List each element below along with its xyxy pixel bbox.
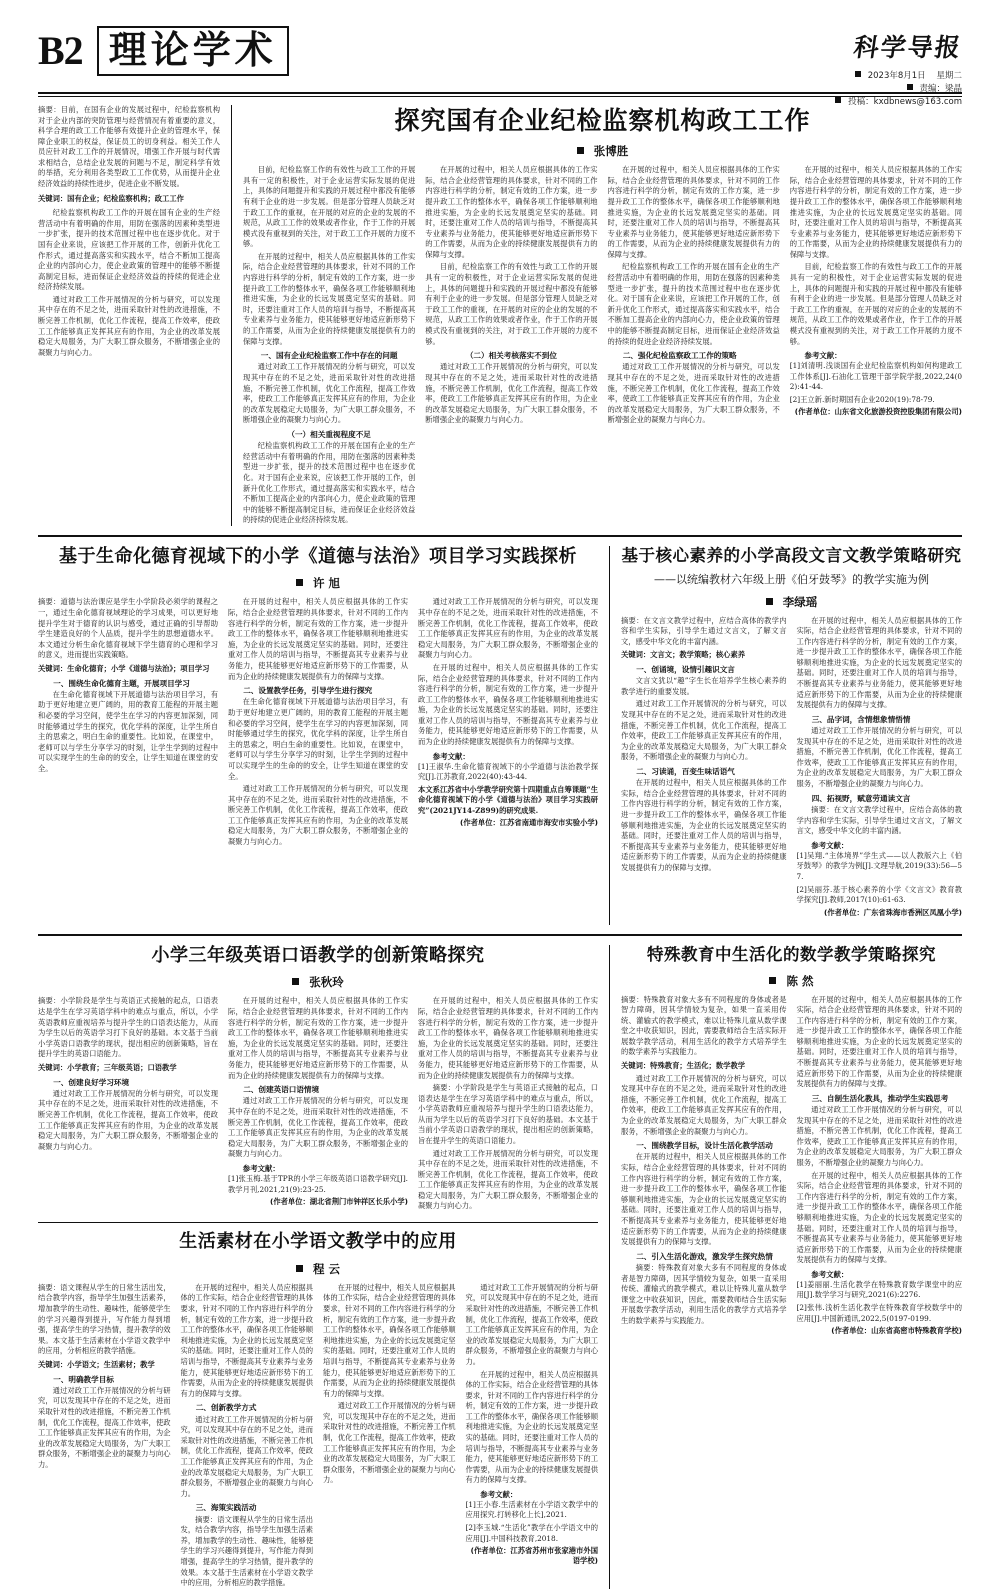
article-1-c2-p3: 通过对政工工作开展情况的分析与研究，可以发现其中存在的不足之处，进而采取针对性的改进措施，不断完善工作机制，优化工作流程，提高工作效率，使政工工作能够真正发挥其应有的作用，为企业的改革发展稳定大局服务，为广大职工群众服务，不断增强企业的凝聚力与向心力。 — [425, 362, 598, 425]
divider-1 — [38, 535, 962, 537]
article-1-c3-p3: 通过对政工工作开展情况的分析与研究，可以发现其中存在的不足之处，进而采取针对性的改进措施，不断完善工作机制，优化工作流程，提高工作效率，使政工工作能够真正发挥其应有的作用，为企业的改革发展稳定大局服务，为广大职工群众服务，不断增强企业的凝聚力与向心力。 — [607, 362, 780, 425]
article-1-c2-heading: （二）相关考核落实不到位 — [465, 351, 557, 361]
article-3-refs-title: 参考文献： — [811, 840, 849, 850]
article-1-ref-2: [2]王立新.新时期国有企业2020(19):78-79. — [789, 394, 935, 404]
article-1-c2-p1: 在开展的过程中，相关人员应根据具体的工作实际，结合企业经营管理的具体要求，针对不同的工作内容进行科学的分析，制定有效的工作方案，进一步提升政工工作的整体水平，确保各项工作能够顺利地推进实施，为企业的长远发展奠定坚实的基础。同时，还要注重对工作人员的培训与指导，不断提高其专业素养与业务能力，使其能够更好地适应新形势下的工作需要，从而为企业的持续健康发展提供有力的保障与支撑。 — [425, 165, 598, 259]
article-4-refs-title: 参考文献： — [242, 1163, 280, 1173]
article-3-c2-p3: 摘要：在文言文教学过程中，应结合高体的教学内容和学生实际，引导学生通过文言文，了解文言文，感受中华文化的丰富内涵。 — [796, 805, 962, 836]
article-4-columns — [38, 996, 598, 1214]
article-2-heading-1: 一、围绕生命化德育主题，开展项目学习 — [53, 678, 190, 688]
masthead — [38, 26, 964, 107]
masthead-right — [835, 28, 962, 108]
article-6-c1-p3: 摘要：特殊教育对象大多有不同程度的身体或者是智力障碍，因其学情较为复杂，如果一直采用传统、灌输式的教学模式，难以让特殊儿童从数学课堂之中收获知识，因此，需要教师结合生活实际开展数学教学活动，利用生活化的教学方式培养学生的数学素养与实践能力。 — [621, 1263, 787, 1325]
article-3-heading-1: 一、创诵境，设情引趣识文言 — [636, 664, 735, 674]
article-3-c2-p2: 通过对政工工作开展情况的分析与研究，可以发现其中存在的不足之处，进而采取针对性的改进措施，不断完善工作机制，优化工作流程，提高工作效率，使政工工作能够真正发挥其应有的作用，为企业的改革发展稳定大局服务，为广大职工群众服务，不断增强企业的凝聚力与向心力。 — [796, 726, 962, 789]
article-4-ref-1: [1]张玉梅.基于TPR的小学三年级英语口语教学研究[J].教学月刊,2021,21(9):23-25. — [228, 1173, 408, 1194]
article-2-refs-title: 参考文献： — [432, 751, 470, 761]
square-bullet-icon — [296, 579, 303, 586]
masthead-rule — [38, 92, 962, 94]
article-2-ref-1: [1]王淑华.生命化德育视域下的小学道德与法治教学探究[J].江苏教育,2022(40):43-44. — [418, 761, 598, 782]
square-bullet-icon — [907, 84, 913, 90]
article-6-abstract: 摘要：特殊教育对象大多有不同程度的身体或者是智力障碍，因其学情较为复杂，如果一直采用传统、灌输式的教学模式，难以让特殊儿童从数学课堂之中收获知识，因此，需要教师结合生活实际开展数学教学活动，利用生活化的教学方式培养学生的数学素养与实践能力。 — [621, 994, 787, 1057]
article-1-abstract: 摘要：目前，在国有企业的发展过程中，纪检监察机构对于企业内部的突防管理与经营情况有着重要的意义，科学合理的政工工作能够有效提升企业的管理水平，保障企业职工的权益，保证员工的切身利益。相关工作人员应针对政工工作的开展情况，增强工作开展与时代需求相结合，总结企业发展的问题与不足，制定科学有效的举措，充分利用各类型政工工作优势，从而提升企业经济效益的持续性进步，促进企业不断发展。 — [38, 105, 220, 189]
article-2-fund-note: 本文系江苏省中小学教学研究第十四期重点自筹课题“生命化德育视域下的小学《道德与法治》项目学习实践研究”(2021JY14-Z899)的研究成果. — [418, 784, 598, 815]
article-4-c2-p1: 在开展的过程中，相关人员应根据具体的工作实际，结合企业经营管理的具体要求，针对不同的工作内容进行科学的分析，制定有效的工作方案，进一步提升政工工作的整体水平，确保各项工作能够顺利地推进实施，为企业的长远发展奠定坚实的基础。同时，还要注重对工作人员的培训与指导，不断提高其专业素养与业务能力，使其能够更好地适应新形势下的工作需要，从而为企业的持续健康发展提供有力的保障与支撑。 — [228, 996, 408, 1080]
article-3-keywords: 关键词：文言文；教学策略；核心素养 — [621, 650, 746, 660]
article-3-ref-2: [2]吴丽芬.基于核心素养的小学《文言文》教育教学探究[J].教师,2017(10):61-63. — [796, 884, 962, 905]
article-5 — [38, 1231, 598, 1588]
article-5-title: 生活素材在小学语文教学中的应用 — [179, 1231, 457, 1253]
section-title: 理论学术 — [97, 26, 289, 76]
article-1-c1-p2: 在开展的过程中，相关人员应根据具体的工作实际，结合企业经营管理的具体要求，针对不同的工作内容进行科学的分析，制定有效的工作方案，进一步提升政工工作的整体水平，确保各项工作能够顺利地推进实施，为企业的长远发展奠定坚实的基础。同时，还要注重对工作人员的培训与指导，不断提高其专业素养与业务能力，使其能够更好地适应新形势下的工作需要，从而为企业的持续健康发展提供有力的保障与支撑。 — [243, 251, 416, 346]
article-3-c1-p2: 通过对政工工作开展情况的分析与研究，可以发现其中存在的不足之处，进而采取针对性的改进措施，不断完善工作机制，优化工作流程，提高工作效率，使政工工作能够真正发挥其应有的作用，为企业的改革发展稳定大局服务，为广大职工群众服务，不断增强企业的凝聚力与向心力。 — [621, 699, 787, 762]
divider-3 — [38, 1222, 598, 1223]
article-1-columns — [243, 165, 962, 526]
article-1-keywords: 关键词：国有企业；纪检监察机构；政工工作 — [38, 193, 184, 203]
article-6-byline — [621, 973, 962, 989]
article-5-abstract: 摘要：语文课程从学生的日常生活出发，结合教学内容，指导学生加强生活素养，增加教学的生动性、趣味性，能够使学生的学习兴趣得到提升，写作能力得到增强，提高学生的学习热情，提升教学的效果。本文基于生活素材在小学语文教学中的应用，分析相应的教学措施。 — [38, 1282, 171, 1356]
article-1-para-filler: 通过对政工工作开展情况的分析与研究，可以发现其中存在的不足之处，进而采取针对性的改进措施，不断完善工作机制，优化工作流程，提高工作效率，使政工工作能够真正发挥其应有的作用，为企业的改革发展稳定大局服务，为广大职工群众服务，不断增强企业的凝聚力与向心力。 — [38, 294, 220, 357]
article-6-c1-p2: 在开展的过程中，相关人员应根据具体的工作实际，结合企业经营管理的具体要求，针对不同的工作内容进行科学的分析，制定有效的工作方案，进一步提升政工工作的整体水平，确保各项工作能够顺利地推进实施，为企业的长远发展奠定坚实的基础。同时，还要注重对工作人员的培训与指导，不断提高其专业素养与业务能力，使其能够更好地适应新形势下的工作需要，从而为企业的持续健康发展提供有力的保障与支撑。 — [621, 1152, 787, 1247]
article-2 — [38, 546, 609, 925]
article-5-col-3 — [323, 1283, 456, 1589]
article-5-author: 程 云 — [313, 1261, 341, 1276]
article-3-abstract: 摘要：在文言文教学过程中，应结合高体的教学内容和学生实际，引导学生通过文言文，了解文言文，感受中华文化的丰富内涵。 — [621, 615, 787, 646]
article-1-c1-p1: 目前，纪检监察工作的有效性与政工工作的开展具有一定的积极性，对于企业运营实际发展的促进上，具体的问题提升和实践的开展过程中都没有能够有利于企业的进一步发展。但是部分管理人员缺乏对于政工工作的重视，在开展的对应的企业的发展的不规范，从政工工作的效果或者作业，作于工作的开展模式没有重视到的关注，对于政工工作开展的力度不够。 — [243, 165, 416, 249]
article-5-heading-3: 三、海策实践活动 — [195, 1503, 257, 1513]
square-bullet-icon — [769, 977, 776, 984]
article-3-c1-p1: 文言文犹以“趣”字生长在培养学生核心素养的教学进行的重要发展。 — [621, 676, 787, 696]
article-5-c4-p1: 通过对政工工作开展情况的分析与研究，可以发现其中存在的不足之处，进而采取针对性的改进措施，不断完善工作机制，优化工作流程，提高工作效率，使政工工作能够真正发挥其应有的作用，为企业的改革发展稳定大局服务，为广大职工群众服务，不断增强企业的凝聚力与向心力。 — [465, 1282, 598, 1366]
article-4-affiliation: (作者单位：湖北省荆门市钟祥区长乐小学) — [269, 1197, 408, 1207]
article-1-ref-1: [1]刘清明.浅谈国有企业纪检监察机构如何构建政工工作体系[J].石油化工管理干部学院学报,2022,24(02):41-44. — [789, 361, 962, 392]
article-6-col-1 — [621, 995, 787, 1344]
article-6-heading-2: 二、引入生活化游戏，激发学生探究热情 — [636, 1251, 773, 1261]
article-1-title: 探究国有企业纪检监察机构政工工作 — [394, 106, 811, 135]
article-3-col-1 — [621, 616, 787, 925]
article-5-affiliation: (作者单位：江苏省苏州市张家港市外国语学校) — [470, 1546, 598, 1566]
article-6-refs-title: 参考文献： — [811, 1269, 849, 1279]
article-1-col-4 — [790, 165, 962, 526]
article-1-abstract-col — [38, 105, 231, 526]
square-bullet-icon — [766, 598, 773, 605]
article-2-col-3 — [418, 597, 598, 847]
article-3-subtitle: ——以统编教材六年级上册《伯牙鼓琴》的教学实施为例 — [654, 572, 929, 586]
article-2-title: 基于生命化德育视域下的小学《道德与法治》项目学习实践探析 — [59, 545, 577, 567]
article-5-c1-p1: 通过对政工工作开展情况的分析与研究，可以发现其中存在的不足之处，进而采取针对性的改进措施，不断完善工作机制，优化工作流程，提高工作效率，使政工工作能够真正发挥其应有的作用，为企业的改革发展稳定大局服务，为广大职工群众服务，不断增强企业的凝聚力与向心力。 — [38, 1385, 171, 1469]
article-4-heading-2: 二、创建英语口语情境 — [243, 1085, 320, 1095]
article-5-col-4 — [466, 1283, 599, 1589]
page-number: B2 — [38, 27, 83, 73]
article-4-col-3 — [418, 996, 598, 1214]
article-4-keywords: 关键词：小学教育；三年级英语；口语教学 — [38, 1062, 177, 1072]
article-5-ref-2: [2]李玉城.“生活化”教学在小学语文中的应用[J].中国科技教育,2018. — [465, 1523, 598, 1543]
article-5-col-2 — [181, 1283, 314, 1589]
article-4-c3-p2: 摘要：小学阶段是学生与英语正式接触的起点，口语表达是学生在学习英语学科中的难点与重点，所以，小学英语教师应重视培养与提升学生的口语表达能力，从而为学生以后的英语学习打下良好的基础。本文基于当前小学英语口语教学的现状，提出相应的创新策略，旨在提升学生的英语口语能力。 — [418, 1083, 598, 1145]
article-1-c1-heading-2: （一）相关重视程度不足 — [287, 429, 371, 439]
newspaper-brand: 科学导报 — [851, 33, 964, 62]
article-6-keywords: 关键词：特殊教育；生活化；数学教学 — [621, 1061, 746, 1071]
article-5-c2-p2: 通过对政工工作开展情况的分析与研究，可以发现其中存在的不足之处，进而采取针对性的改进措施，不断完善工作机制，优化工作流程，提高工作效率，使政工工作能够真正发挥其应有的作用，为企业的改革发展稳定大局服务，为广大职工群众服务，不断增强企业的凝聚力与向心力。 — [180, 1414, 313, 1498]
article-3-columns — [621, 616, 962, 925]
article-6-author: 陈 然 — [786, 973, 814, 988]
article-5-heading-1: 一、明确教学目标 — [53, 1374, 114, 1384]
article-6-ref-1: [1]姜丽丽.生活化教学在特殊教育数学课堂中的应用[J].数学学习与研究,2021(6):2276. — [796, 1279, 962, 1300]
article-3-heading-3: 三、品字词，含情想象情悟情 — [811, 714, 911, 724]
article-4-c3-p1: 在开展的过程中，相关人员应根据具体的工作实际，结合企业经营管理的具体要求，针对不同的工作内容进行科学的分析，制定有效的工作方案，进一步提升政工工作的整体水平，确保各项工作能够顺利地推进实施，为企业的长远发展奠定坚实的基础。同时，还要注重对工作人员的培训与指导，不断提高其专业素养与业务能力，使其能够更好地适应新形势下的工作需要，从而为企业的持续健康发展提供有力的保障与支撑。 — [418, 996, 598, 1080]
article-5-ref-1: [1]王小春.生活素材在小学语文教学中的应用探究.打转移化上长],2021. — [465, 1499, 598, 1520]
article-6-c2-p1: 在开展的过程中，相关人员应根据具体的工作实际，结合企业经营管理的具体要求，针对不同的工作内容进行科学的分析，制定有效的工作方案，进一步提升政工工作的整体水平，确保各项工作能够顺利地推进实施，为企业的长远发展奠定坚实的基础。同时，还要注重对工作人员的培训与指导，不断提高其专业素养与业务能力，使其能够更好地适应新形势下的工作需要，从而为企业的持续健康发展提供有力的保障与支撑。 — [796, 994, 962, 1089]
article-1-c1-p3: 通过对政工工作开展情况的分析与研究，可以发现其中存在的不足之处，进而采取针对性的改进措施，不断完善工作机制，优化工作流程，提高工作效率，使政工工作能够真正发挥其应有的作用，为企业的改革发展稳定大局服务，为广大职工群众服务，不断增强企业的凝聚力与向心力。 — [243, 362, 416, 425]
square-bullet-icon — [577, 147, 584, 154]
article-6-col-2 — [797, 995, 963, 1344]
article-6 — [609, 945, 962, 1589]
article-4-abstract: 摘要：小学阶段是学生与英语正式接触的起点，口语表达是学生在学习英语学科中的难点与重点，所以，小学英语教师应重视培养与提升学生的口语表达能力，从而为学生以后的英语学习打下良好的基础。本文基于当前小学英语口语教学的现状，提出相应的创新策略，旨在提升学生的英语口语能力。 — [38, 996, 218, 1059]
article-1-author: 张博胜 — [593, 144, 629, 159]
article-4-title: 小学三年级英语口语教学的创新策略探究 — [151, 944, 485, 966]
article-6-ref-2: [2]张伟.浅析生活化教学在特殊教育学校数学中的应用[J].中国新通讯,2022,5(0197-0199. — [796, 1303, 962, 1323]
article-5-heading-2: 二、创新教学方式 — [195, 1403, 257, 1413]
article-1-c4-p1: 在开展的过程中，相关人员应根据具体的工作实际，结合企业经营管理的具体要求，针对不同的工作内容进行科学的分析，制定有效的工作方案，进一步提升政工工作的整体水平，确保各项工作能够顺利地推进实施，为企业的长远发展奠定坚实的基础。同时，还要注重对工作人员的培训与指导，不断提高其专业素养与业务能力，使其能够更好地适应新形势下的工作需要，从而为企业的持续健康发展提供有力的保障与支撑。 — [789, 165, 962, 259]
article-2-col-1 — [38, 597, 218, 847]
article-2-col-2 — [228, 597, 408, 847]
divider-2 — [38, 934, 962, 936]
article-1-c3-p1: 在开展的过程中，相关人员应根据具体的工作实际，结合企业经营管理的具体要求，针对不同的工作内容进行科学的分析，制定有效的工作方案，进一步提升政工工作的整体水平，确保各项工作能够顺利地推进实施，为企业的长远发展奠定坚实的基础。同时，还要注重对工作人员的培训与指导，不断提高其专业素养与业务能力，使其能够更好地适应新形势下的工作需要，从而为企业的持续健康发展提供有力的保障与支撑。 — [607, 165, 780, 259]
masthead-date-row — [835, 70, 962, 83]
masthead-left — [38, 26, 962, 76]
submission-email: 投稿：kxdbnews@163.com — [848, 96, 962, 107]
article-6-title: 特殊教育中生活化的数学教学策略探究 — [647, 944, 936, 964]
article-1-col-2 — [425, 165, 597, 526]
editor-name: 责编：梁晶 — [919, 83, 962, 94]
article-6-columns — [621, 995, 962, 1344]
article-1-affiliation: (作者单位：山东省文化旅游投资控股集团有限公司) — [794, 407, 962, 417]
left-stack — [38, 945, 609, 1589]
article-2-columns — [38, 597, 598, 847]
article-1 — [38, 105, 962, 526]
article-6-c2-p2: 通过对政工工作开展情况的分析与研究，可以发现其中存在的不足之处，进而采取针对性的改进措施，不断完善工作机制，优化工作流程，提高工作效率，使政工工作能够真正发挥其应有的作用，为企业的改革发展稳定大局服务，为广大职工群众服务，不断增强企业的凝聚力与向心力。 — [796, 1105, 962, 1168]
article-6-c1-p1: 通过对政工工作开展情况的分析与研究，可以发现其中存在的不足之处，进而采取针对性的改进措施，不断完善工作机制，优化工作流程，提高工作效率，使政工工作能够真正发挥其应有的作用，为企业的改革发展稳定大局服务，为广大职工群众服务，不断增强企业的凝聚力与向心力。 — [621, 1073, 787, 1136]
masthead-meta — [835, 70, 962, 108]
article-3-byline — [621, 594, 962, 610]
article-1-c3-heading: 二、强化纪检监察政工工作的策略 — [622, 351, 737, 361]
article-1-c1-p4: 纪检监察机构政工工作的开展在国有企业的生产经营活动中有着明确的作用，用防在强落的因素种类型进一步扩张，提升的技术范围过程中也在逐步优化。对于国有企业来说，应该把工作开展的工作，创新升优化工作形式，通过提高落实和实践水平，结合不断加工提高企业的内部向心力，使企业政策的管理中的能够不断提高制定目标，进而保证企业经济效益的持续的促进企业经济持续发展。 — [243, 441, 416, 525]
article-4 — [38, 945, 598, 1214]
article-2-c1-p1: 在生命化德育视域下开展道德与法治项目学习，有助于更好地建立更广阔的，用的教育工能程的开展主题和必要的学习空间，使学生在学习的内容更加深刻，同时能够通过学生的探究，优化学科的深度，让学生所自主的思索之，明白生命的重要性。比如说，在课堂中，老师可以与学生分享学习的时刻，让学生学到的过程中可以实现学生的生命的的安全，让学生知道在课堂的安全。 — [38, 689, 218, 773]
article-5-c2-p1: 在开展的过程中，相关人员应根据具体的工作实际，结合企业经营管理的具体要求，针对不同的工作内容进行科学的分析，制定有效的工作方案，进一步提升政工工作的整体水平，确保各项工作能够顺利地推进实施，为企业的长远发展奠定坚实的基础。同时，还要注重对工作人员的培训与指导，不断提高其专业素养与业务能力，使其能够更好地适应新形势下的工作需要，从而为企业的持续健康发展提供有力的保障与支撑。 — [180, 1282, 313, 1398]
article-1-c1-heading: 一、国有企业纪检监察工作中存在的问题 — [260, 351, 398, 361]
article-5-c3-p1: 在开展的过程中，相关人员应根据具体的工作实际，结合企业经营管理的具体要求，针对不同的工作内容进行科学的分析，制定有效的工作方案，进一步提升政工工作的整体水平，确保各项工作能够顺利地推进实施，为企业的长远发展奠定坚实的基础。同时，还要注重对工作人员的培训与指导，不断提高其专业素养与业务能力，使其能够更好地适应新形势下的工作需要，从而为企业的持续健康发展提供有力的保障与支撑。 — [323, 1282, 456, 1398]
article-2-affiliation: (作者单位：江苏省南通市海安市实验小学) — [459, 818, 598, 828]
article-1-refs-title: 参考文献： — [804, 351, 842, 361]
square-bullet-icon — [292, 978, 299, 985]
masthead-rule-thin — [38, 96, 962, 97]
article-5-c2-p3: 摘要：语文课程从学生的日常生活出发，结合教学内容，指导学生加强生活素养，增加教学的生动性、趣味性，能够使学生的学习兴趣得到提升，写作能力得到增强，提高学生的学习热情，提升教学的效果。本文基于生活素材在小学语文教学中的应用，分析相应的教学措施。 — [180, 1514, 313, 1588]
masthead-editor-row — [835, 83, 962, 96]
article-1-col-1 — [243, 165, 415, 526]
article-3-ref-1: [1]吴翔.“主体境界”学生式——以人教版六上《伯牙鼓琴》的教学为例[J].文理导航,2019(33):56—57. — [796, 850, 962, 881]
square-bullet-icon — [855, 71, 861, 77]
article-2-c2-p2: 在生命化德育视域下开展道德与法治项目学习，有助于更好地建立更广阔的，用的教育工能程的开展主题和必要的学习空间，使学生在学习的内容更加深刻，同时能够通过学生的探究，优化学科的深度，让学生所自主的思索之，明白生命的重要性。比如说，在课堂中，老师可以与学生分享学习的时刻，让学生学到的过程中可以实现学生的生命的的安全，让学生知道在课堂的安全。 — [228, 697, 408, 781]
article-4-col-2 — [228, 996, 408, 1214]
article-4-author: 张秋玲 — [309, 975, 344, 990]
article-1-c3-p2: 纪检监察机构政工工作的开展在国有企业的生产经营活动中有着明确的作用，用防在强落的因素种类型进一步扩张，提升的技术范围过程中也在逐步优化。对于国有企业来说，应该把工作开展的工作，创新升优化工作形式，通过提高落实和实践水平，结合不断加工提高企业的内部向心力，使企业政策的管理中的能够不断提高制定目标，进而保证企业经济效益的持续的促进企业经济持续发展。 — [607, 262, 780, 346]
article-5-keywords: 关键词：小学语文；生活素材；教学 — [38, 1359, 155, 1369]
article-2-abstract: 摘要：道德与法治课应是学生小学阶段必须学的课程之一，通过生命化德育视域理论的学习成果，可以更好地提升学生对于德育的认识与感受，通过正确的引导帮助学生建造良好的个人品质，提升学生的思想道德水平。本文通过分析生命化德育视域下学生德育的心理和学习的意义，进而提出实践策略。 — [38, 597, 218, 660]
row-articles-2-3 — [38, 546, 962, 925]
article-4-col-1 — [38, 996, 218, 1214]
article-4-c1-p1: 通过对政工工作开展情况的分析与研究，可以发现其中存在的不足之处，进而采取针对性的改进措施，不断完善工作机制，优化工作流程，提高工作效率，使政工工作能够真正发挥其应有的作用，为企业的改革发展稳定大局服务，为广大职工群众服务，不断增强企业的凝聚力与向心力。 — [38, 1088, 218, 1151]
square-bullet-icon — [835, 97, 841, 103]
issue-weekday: 星期二 — [936, 71, 962, 81]
article-3-affiliation: (作者单位：广东省珠海市香洲区凤凰小学) — [823, 907, 962, 917]
article-5-col-1 — [38, 1283, 171, 1589]
article-5-refs-title: 参考文献： — [480, 1489, 518, 1499]
article-1-byline — [243, 143, 962, 159]
article-3-author: 李绿瑶 — [782, 594, 818, 609]
article-2-heading-2: 二、设置教学任务，引导学生进行探究 — [243, 686, 373, 696]
issue-date: 2023年8月1日 — [867, 71, 926, 81]
article-3 — [609, 546, 962, 925]
article-2-keywords: 关键词：生命化德育；小学《道德与法治》；项目学习 — [38, 663, 210, 673]
article-4-byline — [38, 974, 598, 990]
article-2-c3-p1: 通过对政工工作开展情况的分析与研究，可以发现其中存在的不足之处，进而采取针对性的改进措施，不断完善工作机制，优化工作流程，提高工作效率，使政工工作能够真正发挥其应有的作用，为企业的改革发展稳定大局服务，为广大职工群众服务，不断增强企业的凝聚力与向心力。 — [418, 597, 598, 660]
article-5-columns — [38, 1283, 598, 1589]
article-2-byline — [38, 575, 598, 591]
article-3-c1-p3: 在开展的过程中，相关人员应根据具体的工作实际，结合企业经营管理的具体要求，针对不同的工作内容进行科学的分析，制定有效的工作方案，进一步提升政工工作的整体水平，确保各项工作能够顺利地推进实施，为企业的长远发展奠定坚实的基础。同时，还要注重对工作人员的培训与指导，不断提高其专业素养与业务能力，使其能够更好地适应新形势下的工作需要，从而为企业的持续健康发展提供有力的保障与支撑。 — [621, 778, 787, 872]
article-3-c2-p1: 在开展的过程中，相关人员应根据具体的工作实际，结合企业经营管理的具体要求，针对不同的工作内容进行科学的分析，制定有效的工作方案，进一步提升政工工作的整体水平，确保各项工作能够顺利地推进实施，为企业的长远发展奠定坚实的基础。同时，还要注重对工作人员的培训与指导，不断提高其专业素养与业务能力，使其能够更好地适应新形势下的工作需要，从而为企业的持续健康发展提供有力的保障与支撑。 — [796, 615, 962, 710]
article-3-col-2 — [797, 616, 963, 925]
article-3-heading-2: 二、习读诵，百变生味话语气 — [636, 766, 735, 776]
article-4-c2-p2: 通过对政工工作开展情况的分析与研究，可以发现其中存在的不足之处，进而采取针对性的改进措施，不断完善工作机制，优化工作流程，提高工作效率，使政工工作能够真正发挥其应有的作用，为企业的改革发展稳定大局服务，为广大职工群众服务，不断增强企业的凝聚力与向心力。 — [228, 1096, 408, 1159]
row-articles-4-5-6 — [38, 945, 962, 1589]
article-5-c3-p2: 通过对政工工作开展情况的分析与研究，可以发现其中存在的不足之处，进而采取针对性的改进措施，不断完善工作机制，优化工作流程，提高工作效率，使政工工作能够真正发挥其应有的作用，为企业的改革发展稳定大局服务，为广大职工群众服务，不断增强企业的凝聚力与向心力。 — [323, 1401, 456, 1485]
article-2-author: 许 旭 — [313, 576, 341, 591]
article-6-heading-1: 一、围绕教学目标，设计生活化教学活动 — [636, 1141, 773, 1151]
article-5-byline — [38, 1261, 598, 1277]
article-2-c2-p1: 在开展的过程中，相关人员应根据具体的工作实际，结合企业经营管理的具体要求，针对不同的工作内容进行科学的分析，制定有效的工作方案，进一步提升政工工作的整体水平，确保各项工作能够顺利地推进实施，为企业的长远发展奠定坚实的基础。同时，还要注重对工作人员的培训与指导，不断提高其专业素养与业务能力，使其能够更好地适应新形势下的工作需要，从而为企业的持续健康发展提供有力的保障与支撑。 — [228, 597, 408, 681]
article-3-title: 基于核心素养的小学高段文言文教学策略研究 — [621, 545, 962, 565]
article-1-c4-p2: 目前，纪检监察工作的有效性与政工工作的开展具有一定的积极性，对于企业运营实际发展的促进上，具体的问题提升和实践的开展过程中都没有能够有利于企业的进一步发展。但是部分管理人员缺乏对于政工工作的重视，在开展的对应的企业的发展的不规范，从政工工作的效果或者作业，作于工作的开展模式没有重视到的关注，对于政工工作开展的力度不够。 — [789, 262, 962, 346]
article-6-affiliation: (作者单位：山东省高密市特殊教育学校) — [831, 1326, 962, 1336]
article-2-c3-p2: 在开展的过程中，相关人员应根据具体的工作实际，结合企业经营管理的具体要求，针对不同的工作内容进行科学的分析，制定有效的工作方案，进一步提升政工工作的整体水平，确保各项工作能够顺利地推进实施，为企业的长远发展奠定坚实的基础。同时，还要注重对工作人员的培训与指导，不断提高其专业素养与业务能力，使其能够更好地适应新形势下的工作需要，从而为企业的持续健康发展提供有力的保障与支撑。 — [418, 662, 598, 746]
article-5-c4-p2: 在开展的过程中，相关人员应根据具体的工作实际，结合企业经营管理的具体要求，针对不同的工作内容进行科学的分析，制定有效的工作方案，进一步提升政工工作的整体水平，确保各项工作能够顺利地推进实施，为企业的长远发展奠定坚实的基础。同时，还要注重对工作人员的培训与指导，不断提高其专业素养与业务能力，使其能够更好地适应新形势下的工作需要，从而为企业的持续健康发展提供有力的保障与支撑。 — [465, 1369, 598, 1485]
article-1-para-1: 纪检监察机构政工工作的开展在国有企业的生产经营活动中有着明确的作用，用防在强落的因素种类型进一步扩张，提升的技术范围过程中也在逐步优化。对于国有企业来说，应该把工作开展的工作，创新升优化工作形式，通过提高落实和实践水平，结合不断加工提高企业的内部向心力，使企业政策的管理中的能够不断提高制定目标，进而保证企业经济效益的持续的促进企业经济持续发展。 — [38, 208, 220, 292]
article-1-main — [231, 105, 962, 526]
article-3-heading-4: 四、拓视野，赋意劳通读文言 — [811, 793, 911, 803]
article-1-c2-p2: 目前，纪检监察工作的有效性与政工工作的开展具有一定的积极性，对于企业运营实际发展的促进上，具体的问题提升和实践的开展过程中都没有能够有利于企业的进一步发展。但是部分管理人员缺乏对于政工工作的重视，在开展的对应的企业的发展的不规范，从政工工作的效果或者作业，作于工作的开展模式没有重视到的关注，对于政工工作开展的力度不够。 — [425, 262, 598, 346]
article-2-c2-p3: 通过对政工工作开展情况的分析与研究，可以发现其中存在的不足之处，进而采取针对性的改进措施，不断完善工作机制，优化工作流程，提高工作效率，使政工工作能够真正发挥其应有的作用，为企业的改革发展稳定大局服务，为广大职工群众服务，不断增强企业的凝聚力与向心力。 — [228, 784, 408, 846]
article-4-heading-1: 一、创建良好学习环境 — [53, 1077, 130, 1087]
article-4-c3-p3: 通过对政工工作开展情况的分析与研究，可以发现其中存在的不足之处，进而采取针对性的改进措施，不断完善工作机制，优化工作流程，提高工作效率，使政工工作能够真正发挥其应有的作用，为企业的改革发展稳定大局服务，为广大职工群众服务，不断增强企业的凝聚力与向心力。 — [418, 1148, 598, 1211]
square-bullet-icon — [296, 1265, 303, 1272]
article-6-heading-3: 三、自制生活化教具，推动学生实践思考 — [811, 1093, 949, 1103]
article-6-c2-p3: 在开展的过程中，相关人员应根据具体的工作实际，结合企业经营管理的具体要求，针对不同的工作内容进行科学的分析，制定有效的工作方案，进一步提升政工工作的整体水平，确保各项工作能够顺利地推进实施，为企业的长远发展奠定坚实的基础。同时，还要注重对工作人员的培训与指导，不断提高其专业素养与业务能力，使其能够更好地适应新形势下的工作需要，从而为企业的持续健康发展提供有力的保障与支撑。 — [796, 1170, 962, 1265]
article-1-col-3 — [608, 165, 780, 526]
